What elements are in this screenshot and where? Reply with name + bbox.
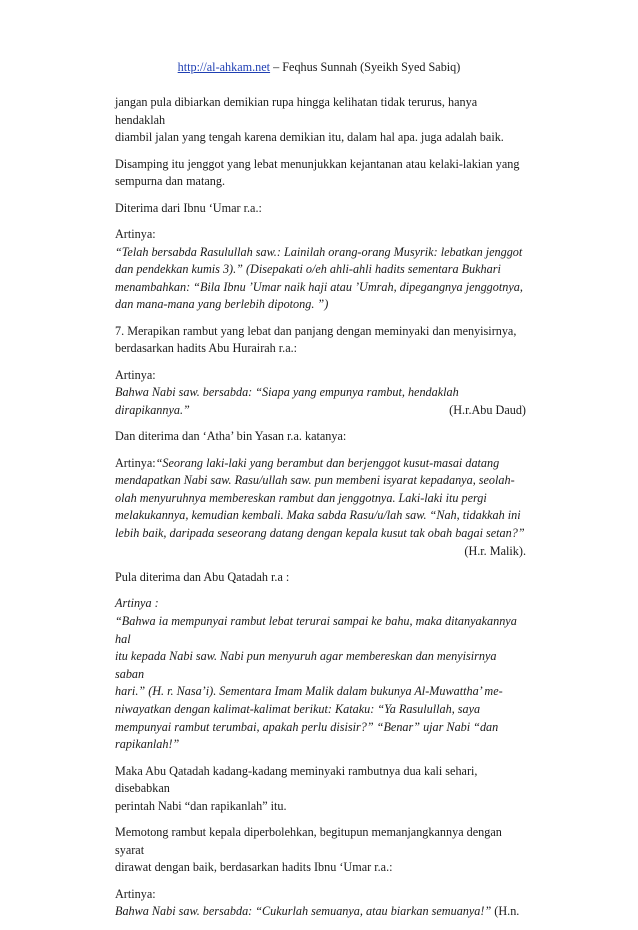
quote-line: rapikanlah!”: [115, 737, 180, 752]
paragraph-9: [115, 569, 526, 587]
text-line: perintah Nabi “dan rapikanlah” itu.: [115, 798, 287, 813]
paragraph-6: [115, 367, 526, 420]
text-line: Memotong rambut kepala diperbolehkan, begitupun memanjangkannya dengan syarat: [115, 825, 502, 857]
artinya-label: Artinya:: [115, 226, 156, 241]
quote-line: [115, 455, 526, 473]
quote-line: “Bahwa ia mempunyai rambut lebat terurai sampai ke bahu, maka ditanyakannya hal: [115, 614, 517, 646]
paragraph-8: [115, 455, 526, 561]
paragraph-2: [115, 156, 526, 191]
quote-line: lebih baik, daripada seseorang datang dengan kepala kusut tak obah bagai setan?”: [115, 526, 525, 541]
paragraph-3: [115, 200, 526, 218]
text-line: jangan pula dibiarkan demikian rupa hingga kelihatan tidak terurus, hanya hendaklah: [115, 95, 478, 127]
quote-line: itu kepada Nabi saw. Nabi pun menyuruh agar membereskan dan menyisirnya saban: [115, 649, 497, 681]
quote-line: “Telah bersabda Rasulullah saw.: Lainilah orang-orang Musyrik: lebatkan jenggot: [115, 244, 523, 259]
text-line: berdasarkan hadits Abu Hurairah r.a.:: [115, 341, 298, 356]
quote-line: olah menyuruhnya membereskan rambut dan jenggotnya. Laki-laki itu pergi: [115, 490, 487, 505]
document-body: [115, 94, 526, 930]
quote-line: dan mana-mana yang berlebih dipotong. ”): [115, 297, 329, 312]
quote-text: dirapikannya.”: [115, 402, 190, 417]
hadith-source: (H.r.Abu Daud): [449, 402, 526, 417]
quote-line-with-source: [115, 402, 526, 420]
text-line: Dan diterima dan ‘Atha’ bin Yasan r.a. katanya:: [115, 429, 347, 444]
quote-line: hari.” (H. r. Nasa’i). Sementara Imam Malik dalam bukunya Al-Muwattha’ me-: [115, 684, 503, 699]
paragraph-12: [115, 824, 526, 877]
quote-line: melakukannya, kemudian kembali. Maka sabda Rasu/u/lah saw. “Nah, tidakkah ini: [115, 508, 521, 523]
quote-line: mempunyai rambut terumbai, apakah perlu disisir?” “Benar” ujar Nabi “dan: [115, 719, 499, 734]
header-title: – Feqhus Sunnah (Syeikh Syed Sabiq): [270, 60, 461, 74]
quote-line: niwayatkan dengan kalimat-kalimat berikut: Kataku: “Ya Rasulullah, saya: [115, 701, 481, 716]
quote-line: mendapatkan Nabi saw. Rasu/ullah saw. pun membeni isyarat kepadanya, seolah-: [115, 473, 515, 488]
text-line: Maka Abu Qatadah kadang-kadang meminyaki rambutnya dua kali sehari, disebabkan: [115, 763, 478, 796]
artinya-label: Artinya:: [115, 886, 156, 901]
quote-line: Bahwa Nabi saw. bersabda: “Siapa yang empunya rambut, hendaklah: [115, 385, 459, 400]
page-header: [0, 60, 638, 75]
hadith-source: (H.n.: [491, 904, 520, 919]
artinya-label: Artinya:: [115, 455, 156, 470]
paragraph-5: [115, 323, 526, 358]
paragraph-10: [115, 595, 526, 753]
artinya-label: Artinya:: [115, 367, 156, 382]
text-line: Disamping itu jenggot yang lebat menunjukkan kejantanan atau kelaki-lakian yang: [115, 156, 520, 171]
paragraph-11: [115, 763, 526, 816]
artinya-label: Artinya :: [115, 596, 159, 611]
text-line: 7. Merapikan rambut yang lebat dan panjang dengan meminyaki dan menyisirnya,: [115, 323, 517, 338]
paragraph-4: [115, 226, 526, 314]
text-line: diambil jalan yang tengah karena demikian itu, dalam hal apa. juga adalah baik.: [115, 130, 504, 145]
paragraph-13: [115, 886, 526, 921]
quote-text: “Seorang laki-laki yang berambut dan berjenggot kusut-masai datang: [155, 455, 500, 470]
paragraph-1: [115, 94, 526, 147]
text-line: Diterima dari Ibnu ‘Umar r.a.:: [115, 200, 262, 215]
text-line: Pula diterima dan Abu Qatadah r.a :: [115, 570, 290, 585]
quote-line: dan pendekkan kumis 3).” (Disepakati o/eh ahli-ahli hadits sementara Bukhari: [115, 262, 501, 277]
paragraph-7: [115, 428, 526, 446]
text-line: sempurna dan matang.: [115, 174, 225, 189]
quote-line: [115, 903, 526, 921]
quote-text: Bahwa Nabi saw. bersabda: “Cukurlah semuanya, atau biarkan semuanya!”: [115, 904, 492, 919]
quote-line: menambahkan: “Bila Ibnu ’Umar naik haji atau ’Umrah, dipegangnya jenggotnya,: [115, 279, 523, 294]
source-link[interactable]: http://al-ahkam.net: [177, 60, 271, 74]
hadith-source: (H.r. Malik).: [464, 543, 526, 558]
text-line: dirawat dengan baik, berdasarkan hadits Ibnu ‘Umar r.a.:: [115, 860, 393, 875]
